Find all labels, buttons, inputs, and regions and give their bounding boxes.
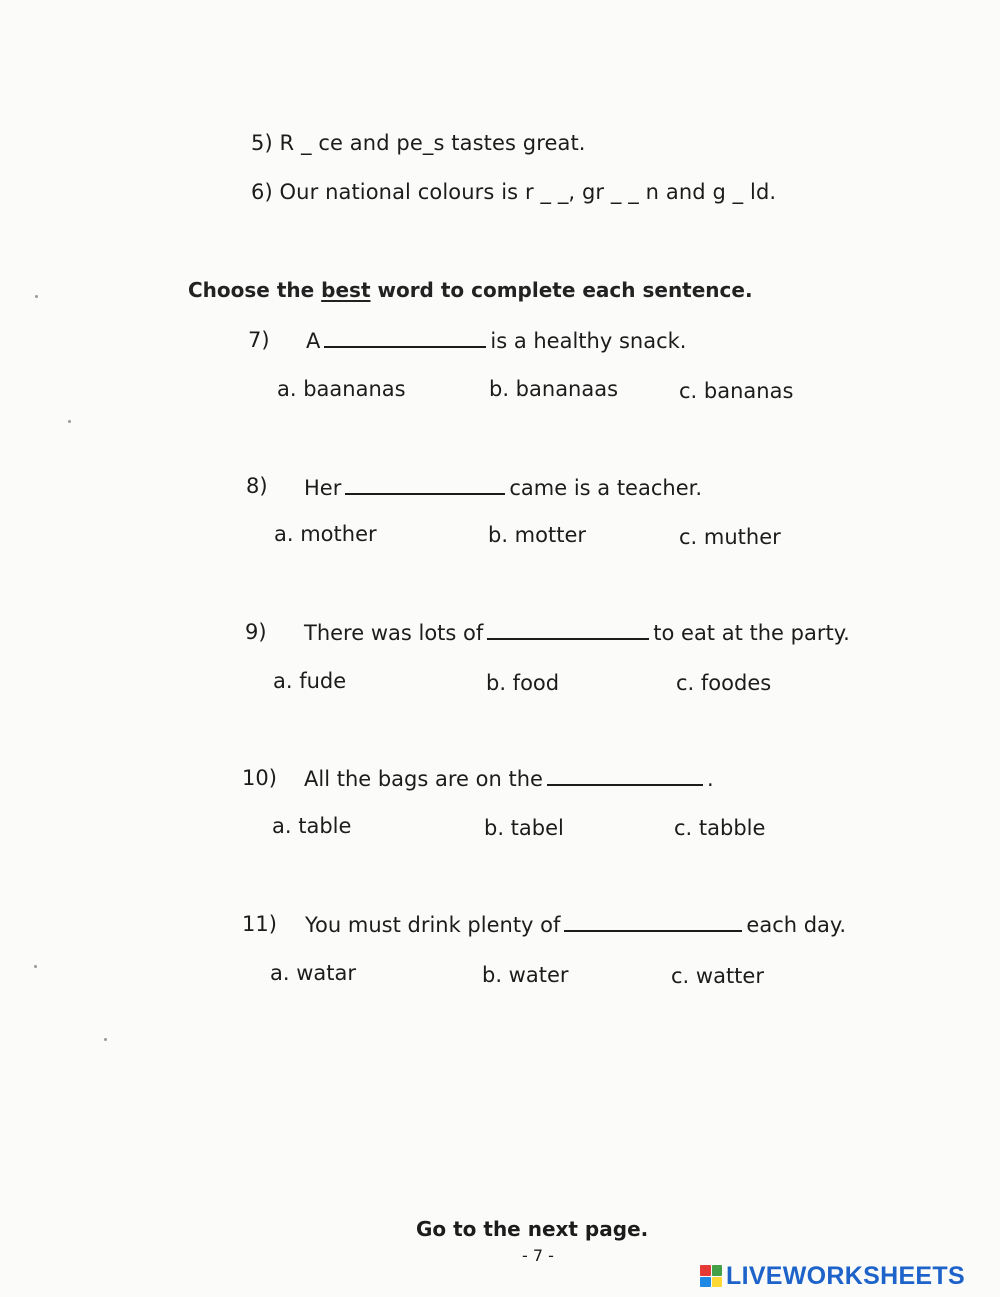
question-before: Her (304, 476, 342, 500)
scan-speck (104, 1038, 107, 1041)
logo-square (712, 1277, 723, 1288)
liveworksheets-watermark (700, 1262, 965, 1290)
question-before: A (306, 329, 321, 353)
answer-blank[interactable] (324, 328, 486, 348)
question-after: is a healthy snack. (490, 329, 687, 353)
option-a[interactable]: a. fude (273, 669, 347, 693)
brand-name: LIVEWORKSHEETS (726, 1261, 965, 1290)
logo-square (700, 1277, 711, 1288)
option-a[interactable]: a. table (272, 814, 352, 838)
answer-blank[interactable] (487, 620, 649, 640)
question-number: 7) (248, 328, 270, 352)
question-before: All the bags are on the (304, 767, 543, 791)
question-before: There was lots of (304, 621, 484, 645)
option-c[interactable]: c. bananas (679, 379, 794, 403)
option-c[interactable]: c. muther (679, 525, 781, 549)
option-a[interactable]: a. mother (274, 522, 377, 546)
answer-blank[interactable] (547, 766, 703, 786)
liveworksheets-logo-icon (700, 1265, 722, 1287)
next-page-instruction: Go to the next page. (416, 1217, 649, 1241)
question-number: 10) (242, 766, 277, 790)
question-before: You must drink plenty of (305, 913, 561, 937)
scan-speck (35, 295, 38, 298)
scan-speck (68, 420, 71, 423)
option-c[interactable]: c. tabble (674, 816, 766, 840)
question-after: each day. (746, 913, 847, 937)
option-a[interactable]: a. baananas (277, 377, 406, 401)
question-number: 11) (242, 912, 277, 936)
question-text (306, 328, 686, 353)
scan-speck (34, 965, 37, 968)
logo-square (700, 1265, 711, 1276)
heading-after: word to complete each sentence. (370, 278, 753, 302)
option-a[interactable]: a. watar (270, 961, 356, 985)
question-text (304, 766, 714, 791)
option-b[interactable]: b. water (482, 963, 569, 987)
question-5: 5) R _ ce and pe_s tastes great. (251, 131, 586, 155)
option-b[interactable]: b. bananaas (489, 377, 619, 401)
answer-blank[interactable] (345, 475, 505, 495)
question-text (304, 475, 702, 500)
option-c[interactable]: c. watter (671, 964, 764, 988)
answer-blank[interactable] (564, 912, 742, 932)
page-number: - 7 - (522, 1246, 554, 1265)
question-after: came is a teacher. (509, 476, 702, 500)
question-after: . (706, 767, 714, 791)
question-after: to eat at the party. (653, 621, 850, 645)
option-b[interactable]: b. food (486, 671, 560, 695)
option-c[interactable]: c. foodes (676, 671, 772, 695)
heading-before: Choose the (188, 278, 322, 302)
question-number: 8) (246, 474, 268, 498)
section-heading (188, 278, 753, 302)
question-text (305, 912, 846, 937)
question-text (304, 620, 850, 645)
question-number: 9) (245, 620, 267, 644)
option-b[interactable]: b. motter (488, 523, 587, 547)
logo-square (712, 1265, 723, 1276)
heading-underlined: best (321, 278, 371, 302)
option-b[interactable]: b. tabel (484, 816, 564, 840)
question-6: 6) Our national colours is r _ _, gr _ _ n and g _ ld. (251, 180, 777, 204)
